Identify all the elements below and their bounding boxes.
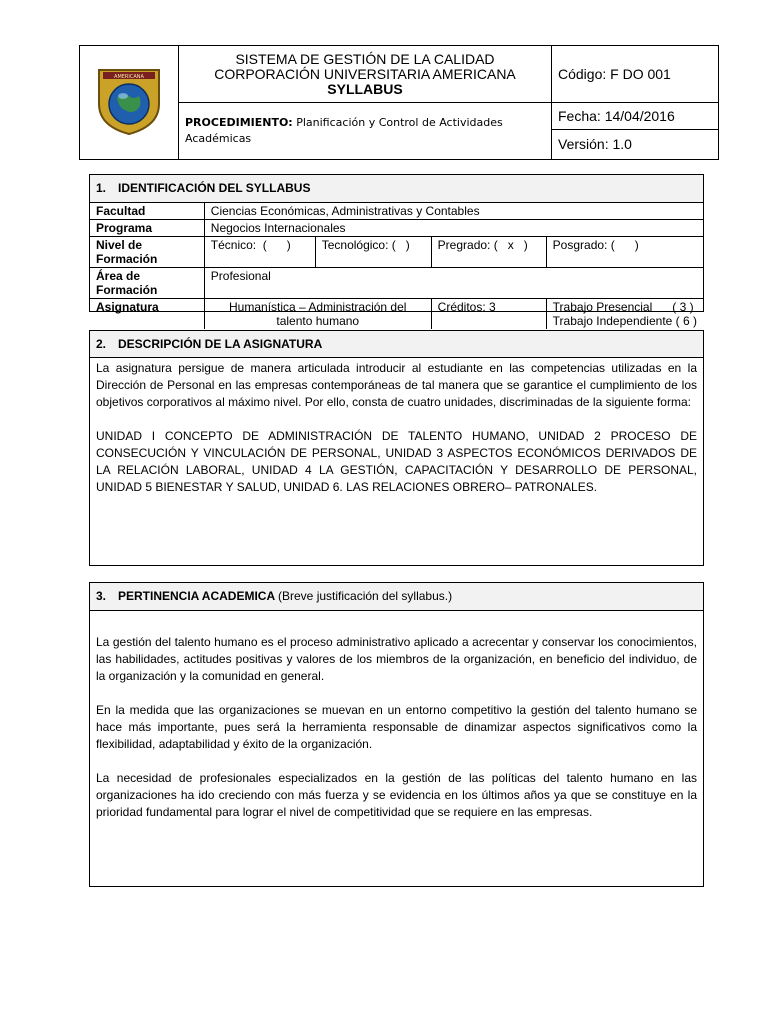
- identificacion-table: [90, 203, 703, 329]
- table-row: [90, 299, 703, 330]
- title-line-1: SISTEMA DE GESTIÓN DE LA CALIDAD: [235, 50, 495, 67]
- section-1-heading: [90, 175, 703, 203]
- document-header: [79, 45, 719, 160]
- section-3-number: 3.: [96, 589, 107, 603]
- procedure-cell: [179, 103, 552, 160]
- fecha-cell: Fecha: 14/04/2016: [552, 103, 718, 130]
- pertinencia-paragraph-1: La gestión del talento humano es el proceso administrativo aplicado a acrecentar y conservar los conocimientos, las habilidades, actitudes positivas y valores de los miembros de la organización, en beneficio del individuo, de la organización y la comunidad en general.: [96, 635, 697, 683]
- nivel-label: Nivel de Formación: [90, 237, 204, 268]
- section-identificacion: [89, 174, 704, 328]
- section-1-number: 1.: [96, 181, 107, 195]
- asignatura-label: Asignatura: [90, 299, 204, 330]
- facultad-label: Facultad: [90, 203, 204, 220]
- university-logo-icon: [93, 64, 165, 136]
- programa-label: Programa: [90, 220, 204, 237]
- document-title-cell: [179, 46, 552, 103]
- nivel-posgrado: Posgrado: ( ): [546, 237, 703, 268]
- pertinencia-paragraph-3: La necesidad de profesionales especializados en la gestión de las políticas del talento humano en las organizaciones ha ido creciendo con más fuerza y se evidencia en los últimos años ya que se constituye en la prioridad fundamental para lograr el nivel de competitividad que se requiere en las empresas.: [96, 771, 697, 819]
- trabajo-cell: [546, 299, 703, 330]
- asignatura-line-2: talento humano: [276, 314, 360, 328]
- table-row: [90, 237, 703, 268]
- programa-value: Negocios Internacionales: [204, 220, 703, 237]
- trabajo-independiente: Trabajo Independiente ( 6 ): [552, 314, 697, 328]
- logo-text: AMERICANA: [114, 74, 144, 80]
- nivel-tecnologico: Tecnológico: ( ): [315, 237, 431, 268]
- title-line-3: SYLLABUS: [327, 80, 403, 97]
- section-3-heading: [90, 583, 703, 611]
- area-label: Área de Formación: [90, 268, 204, 299]
- section-3-title: PERTINENCIA ACADEMICA: [118, 589, 275, 603]
- pertinencia-paragraph-2: En la medida que las organizaciones se muevan en un entorno competitivo la gestión del talento humano se hace más importante, pues será la herramienta responsable de dinamizar aspectos significativos como la flexibilidad, adaptabilidad y éxito de la organización.: [96, 703, 697, 751]
- section-1-title: IDENTIFICACIÓN DEL SYLLABUS: [118, 181, 311, 195]
- codigo-cell: Código: F DO 001: [552, 46, 719, 103]
- trabajo-presencial: Trabajo Presencial ( 3 ): [552, 300, 694, 314]
- section-3-subtitle: (Breve justificación del syllabus.): [278, 589, 453, 603]
- nivel-tecnico: Técnico: ( ): [204, 237, 315, 268]
- meta-stack: [552, 103, 719, 160]
- facultad-value: Ciencias Económicas, Administrativas y Contables: [204, 203, 703, 220]
- section-2-body: [90, 358, 703, 496]
- section-2-title: DESCRIPCIÓN DE LA ASIGNATURA: [118, 337, 323, 351]
- nivel-pregrado: Pregrado: ( x ): [431, 237, 546, 268]
- logo-cell: [80, 46, 179, 160]
- descripcion-paragraph-1: La asignatura persigue de manera articulada introducir al estudiante en las competencias utilizadas en la Dirección de Personal en las empresas contemporáneas de tal manera que se garantice el cumplimiento de los objetivos corporativos al máximo nivel. Por ello, consta de cuatro unidades, discriminadas de la siguiente forma:: [96, 361, 697, 409]
- asignatura-line-1: Humanística – Administración del: [229, 300, 407, 314]
- title-line-2: CORPORACIÓN UNIVERSITARIA AMERICANA: [214, 65, 516, 82]
- creditos-value: Créditos: 3: [431, 299, 546, 330]
- table-row: [90, 203, 703, 220]
- table-row: [90, 268, 703, 299]
- section-3-body: [90, 611, 703, 821]
- procedure-label: PROCEDIMIENTO:: [185, 116, 293, 129]
- section-pertinencia: [89, 582, 704, 887]
- asignatura-value: [204, 299, 431, 330]
- section-2-heading: [90, 331, 703, 358]
- version-cell: Versión: 1.0: [558, 136, 632, 152]
- procedure-text: Planificación y Control de Actividades Académicas: [185, 116, 503, 145]
- section-2-number: 2.: [96, 337, 107, 351]
- section-descripcion: [89, 330, 704, 566]
- area-value: Profesional: [204, 268, 703, 299]
- descripcion-paragraph-2: UNIDAD I CONCEPTO DE ADMINISTRACIÓN DE TALENTO HUMANO, UNIDAD 2 PROCESO DE CONSECUCIÓN Y VINCULACIÓN DE PERSONAL, UNIDAD 3 ASPECTOS ECONÓMICOS DERIVADOS DE LA RELACIÓN LABORAL, UNIDAD 4 LA GESTIÓN, CAPACITACIÓN Y DESARROLLO DE PERSONAL, UNIDAD 5 BIENESTAR Y SALUD, UNIDAD 6. LAS RELACIONES OBRERO– PATRONALES.: [96, 429, 697, 494]
- table-row: [90, 220, 703, 237]
